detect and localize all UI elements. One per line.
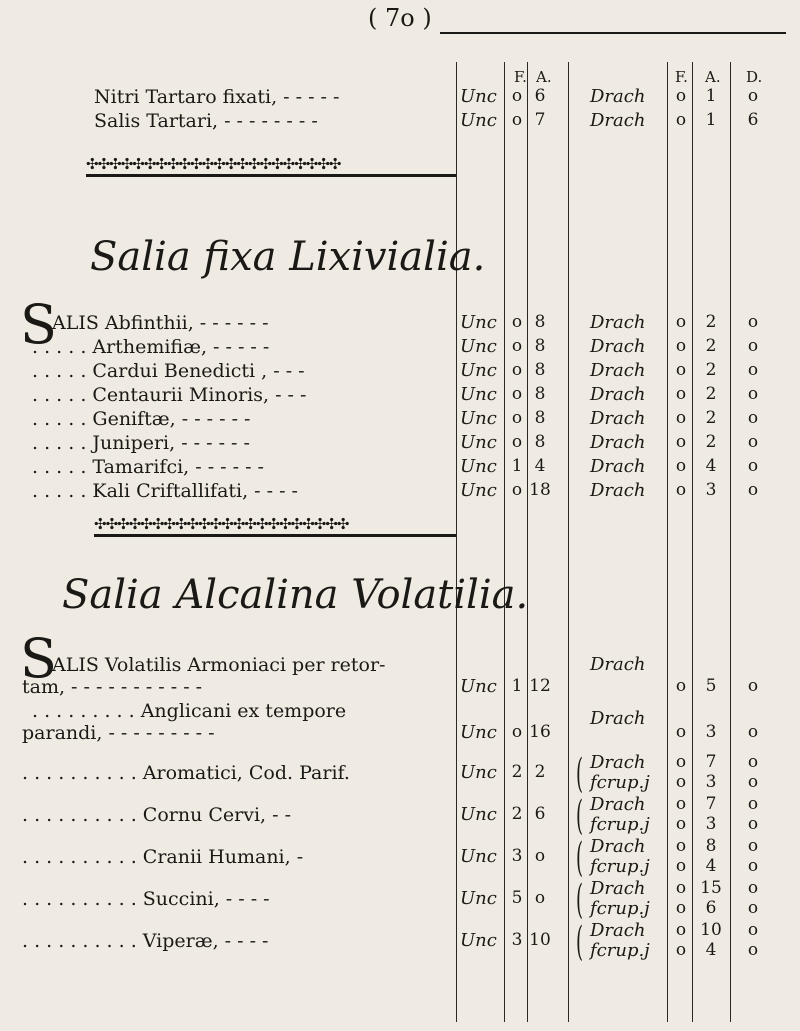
row-d: o	[747, 86, 759, 106]
row-a2: 3	[705, 480, 717, 500]
row-unit2: Drach	[590, 708, 646, 729]
row-a: o	[534, 888, 546, 908]
row-d: o	[747, 408, 759, 428]
row-a2: 7	[705, 752, 717, 772]
row-name: . . . . . Tamarifci, - - - - - -	[32, 456, 264, 478]
row-d: o	[747, 940, 759, 960]
row-a2: 6	[705, 898, 717, 918]
row-f: o	[511, 336, 523, 356]
row-f2: o	[675, 940, 687, 960]
row-unit2: Drach	[590, 384, 646, 405]
row-a: o	[534, 846, 546, 866]
row-unit2: Drach	[590, 480, 646, 501]
row-a2: 3	[705, 722, 717, 742]
row-unit: Unc	[460, 930, 497, 951]
row-f: o	[511, 722, 523, 742]
row-a2: 1	[705, 86, 717, 106]
row-f2: o	[675, 336, 687, 356]
row-f2: o	[675, 86, 687, 106]
row-f: 2	[511, 762, 523, 782]
column-rule-f	[504, 62, 505, 1022]
row-f: 3	[511, 846, 523, 866]
row-a: 6	[534, 804, 546, 824]
row-a: 12	[529, 676, 551, 696]
row-f: o	[511, 384, 523, 404]
row-unit2: Drach	[590, 752, 646, 773]
row-a: 16	[529, 722, 551, 742]
row-d: o	[747, 336, 759, 356]
ornament-band: ✣✣✣✣✣✣✣✣✣✣✣✣✣✣✣✣✣✣✣✣✣✣	[86, 155, 341, 173]
row-a: 8	[534, 408, 546, 428]
row-d: o	[747, 772, 759, 792]
row-unit2: Drach	[590, 336, 646, 357]
row-unit2: Drach	[590, 836, 646, 857]
row-unit2: fcrup.j	[590, 940, 650, 961]
column-rule-d	[730, 62, 731, 1022]
row-unit2: Drach	[590, 878, 646, 899]
row-d: o	[747, 384, 759, 404]
drop-cap: S	[20, 293, 57, 356]
row-f2: o	[675, 456, 687, 476]
drop-cap: S	[20, 627, 57, 690]
header-f2: F.	[675, 68, 688, 86]
row-name: ALIS Volatilis Armoniaci per retor-	[52, 654, 386, 676]
row-name: . . . . . Centaurii Minoris, - - -	[32, 384, 307, 406]
row-a2: 1	[705, 110, 717, 130]
row-name: . . . . . . . . . . Viperæ, - - - -	[22, 930, 269, 952]
row-d: o	[747, 920, 759, 940]
row-f2: o	[675, 722, 687, 742]
row-a2: 10	[700, 920, 722, 940]
row-unit: Unc	[460, 456, 497, 477]
row-f2: o	[675, 480, 687, 500]
row-unit2: Drach	[590, 432, 646, 453]
row-name: . . . . . . . . . . Cornu Cervi, - -	[22, 804, 291, 826]
row-name: Nitri Tartaro fixati, - - - - -	[94, 86, 340, 108]
ornament-rule	[94, 534, 456, 537]
row-f: 5	[511, 888, 523, 908]
row-a2: 15	[700, 878, 722, 898]
row-f2: o	[675, 110, 687, 130]
row-unit: Unc	[460, 336, 497, 357]
row-a: 2	[534, 762, 546, 782]
row-name: . . . . . Juniperi, - - - - - -	[32, 432, 250, 454]
row-a2: 2	[705, 432, 717, 452]
row-a: 8	[534, 312, 546, 332]
row-f: o	[511, 360, 523, 380]
page-number-rule	[440, 32, 786, 34]
row-unit2: Drach	[590, 920, 646, 941]
header-f1: F.	[514, 68, 527, 86]
row-unit: Unc	[460, 432, 497, 453]
row-d: o	[747, 856, 759, 876]
row-name: parandi, - - - - - - - - -	[22, 722, 215, 744]
row-unit: Unc	[460, 722, 497, 743]
row-f2: o	[675, 312, 687, 332]
row-f2: o	[675, 836, 687, 856]
column-rule-a	[527, 62, 528, 1022]
column-rule-unit	[456, 62, 457, 1022]
row-unit2: Drach	[590, 360, 646, 381]
ornament-rule	[86, 174, 456, 177]
row-unit2: fcrup.j	[590, 772, 650, 793]
row-f2: o	[675, 408, 687, 428]
row-a2: 4	[705, 856, 717, 876]
row-unit: Unc	[460, 888, 497, 909]
header-a2: A.	[705, 68, 721, 86]
row-a2: 5	[705, 676, 717, 696]
row-f: o	[511, 408, 523, 428]
column-rule-f2	[667, 62, 668, 1022]
row-f2: o	[675, 814, 687, 834]
row-a2: 2	[705, 408, 717, 428]
section-heading: Salia fixa Lixivialia.	[90, 234, 486, 280]
row-a: 8	[534, 336, 546, 356]
row-d: o	[747, 794, 759, 814]
header-a1: A.	[536, 68, 552, 86]
row-unit2: Drach	[590, 456, 646, 477]
row-a: 8	[534, 384, 546, 404]
row-f2: o	[675, 772, 687, 792]
row-unit2: fcrup.j	[590, 898, 650, 919]
row-unit2: fcrup.j	[590, 814, 650, 835]
brace: (	[576, 919, 584, 965]
row-d: o	[747, 878, 759, 898]
brace: (	[576, 835, 584, 881]
row-unit: Unc	[460, 360, 497, 381]
row-name: . . . . . Arthemifiæ, - - - - -	[32, 336, 270, 358]
row-d: o	[747, 312, 759, 332]
row-d: o	[747, 432, 759, 452]
row-f: 1	[511, 456, 523, 476]
ornament-band: ✣✣✣✣✣✣✣✣✣✣✣✣✣✣✣✣✣✣✣✣✣✣	[94, 515, 349, 533]
row-a2: 4	[705, 456, 717, 476]
row-d: o	[747, 752, 759, 772]
row-d: o	[747, 722, 759, 742]
row-unit2: Drach	[590, 794, 646, 815]
row-d: o	[747, 676, 759, 696]
section-heading: Salia Alcalina Volatilia.	[62, 572, 529, 618]
row-name: Salis Tartari, - - - - - - - -	[94, 110, 318, 132]
row-f2: o	[675, 676, 687, 696]
row-d: o	[747, 480, 759, 500]
row-a2: 2	[705, 312, 717, 332]
row-name: . . . . . . . . . . Succini, - - - -	[22, 888, 270, 910]
row-unit: Unc	[460, 846, 497, 867]
row-unit: Unc	[460, 762, 497, 783]
row-d: o	[747, 836, 759, 856]
row-unit: Unc	[460, 384, 497, 405]
brace: (	[576, 751, 584, 797]
row-f2: o	[675, 752, 687, 772]
row-f: 1	[511, 676, 523, 696]
row-unit2: Drach	[590, 408, 646, 429]
row-name: . . . . . . . . . . Aromatici, Cod. Parif.	[22, 762, 350, 784]
row-a: 8	[534, 360, 546, 380]
row-a2: 4	[705, 940, 717, 960]
row-unit2: Drach	[590, 86, 646, 107]
row-f: o	[511, 86, 523, 106]
row-name: . . . . . Geniftæ, - - - - - -	[32, 408, 251, 430]
row-f: 3	[511, 930, 523, 950]
row-unit2: fcrup.j	[590, 856, 650, 877]
row-f2: o	[675, 878, 687, 898]
row-f: o	[511, 110, 523, 130]
row-d: o	[747, 814, 759, 834]
row-name: tam, - - - - - - - - - - -	[22, 676, 203, 698]
row-a2: 3	[705, 814, 717, 834]
row-a: 6	[534, 86, 546, 106]
header-d: D.	[746, 68, 763, 86]
page-number: ( 7o )	[368, 4, 432, 32]
row-unit2: Drach	[590, 110, 646, 131]
row-name: ALIS Abfinthii, - - - - - -	[52, 312, 269, 334]
row-a2: 7	[705, 794, 717, 814]
row-f: o	[511, 480, 523, 500]
row-unit: Unc	[460, 480, 497, 501]
row-f: o	[511, 432, 523, 452]
row-f2: o	[675, 360, 687, 380]
row-d: o	[747, 456, 759, 476]
row-a2: 8	[705, 836, 717, 856]
brace: (	[576, 793, 584, 839]
row-d: 6	[747, 110, 759, 130]
row-a: 18	[529, 480, 551, 500]
row-a2: 3	[705, 772, 717, 792]
row-unit2: Drach	[590, 654, 646, 675]
row-unit: Unc	[460, 408, 497, 429]
row-unit2: Drach	[590, 312, 646, 333]
brace: (	[576, 877, 584, 923]
row-f2: o	[675, 794, 687, 814]
row-f2: o	[675, 898, 687, 918]
row-unit: Unc	[460, 86, 497, 107]
row-name: . . . . . . . . . . Cranii Humani, -	[22, 846, 304, 868]
row-d: o	[747, 360, 759, 380]
row-a2: 2	[705, 360, 717, 380]
row-unit: Unc	[460, 804, 497, 825]
row-f2: o	[675, 432, 687, 452]
row-unit: Unc	[460, 312, 497, 333]
row-unit: Unc	[460, 110, 497, 131]
row-f2: o	[675, 384, 687, 404]
row-f2: o	[675, 920, 687, 940]
row-f: o	[511, 312, 523, 332]
row-f2: o	[675, 856, 687, 876]
row-name: . . . . . . . . . Anglicani ex tempore	[32, 700, 347, 722]
row-f: 2	[511, 804, 523, 824]
row-a: 7	[534, 110, 546, 130]
row-a2: 2	[705, 384, 717, 404]
column-rule-drach	[568, 62, 569, 1022]
column-rule-a2	[692, 62, 693, 1022]
row-name: . . . . . Kali Criftallifati, - - - -	[32, 480, 298, 502]
row-a: 8	[534, 432, 546, 452]
row-a2: 2	[705, 336, 717, 356]
row-d: o	[747, 898, 759, 918]
row-a: 10	[529, 930, 551, 950]
row-name: . . . . . Cardui Benedicti , - - -	[32, 360, 305, 382]
row-unit: Unc	[460, 676, 497, 697]
row-a: 4	[534, 456, 546, 476]
